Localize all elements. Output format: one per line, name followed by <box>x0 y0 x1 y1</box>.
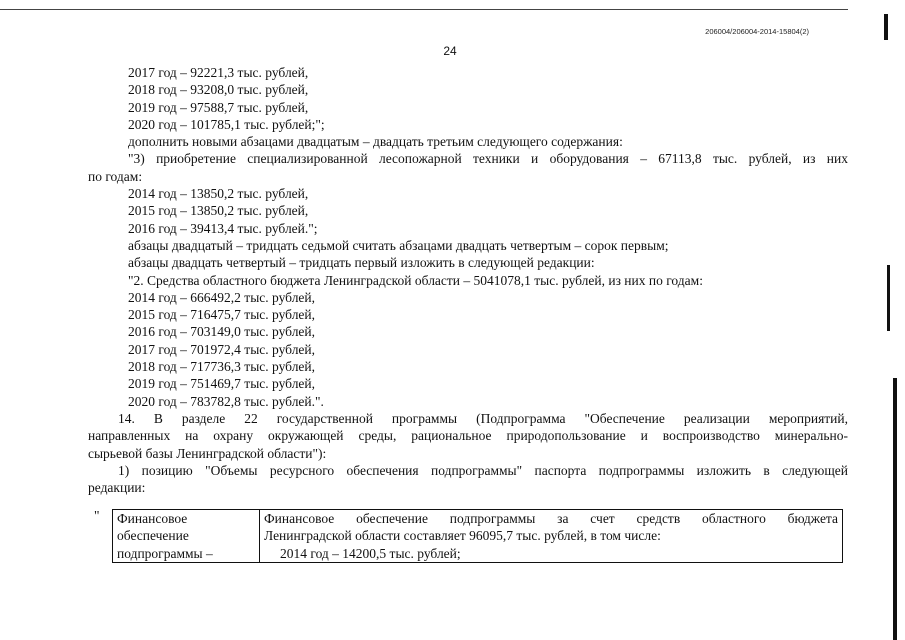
text-line: по годам: <box>88 168 143 184</box>
text-line: 2019 год – 97588,7 тыс. рублей, <box>128 99 309 115</box>
table-open-quote: " <box>94 508 100 523</box>
text-line: 2016 год – 39413,4 тыс. рублей."; <box>128 220 318 236</box>
text-line: 2015 год – 13850,2 тыс. рублей, <box>128 203 309 219</box>
value-line: Финансовое обеспечение подпрограммы за счет средств областного бюджета <box>264 511 838 526</box>
text-line: редакции: <box>88 480 146 496</box>
text-line: 1) позицию "Объемы ресурсного обеспечения подпрограммы" паспорта подпрограммы изложить в следующей <box>118 462 848 478</box>
resources-table <box>112 509 843 563</box>
text-line: 2014 год – 13850,2 тыс. рублей, <box>128 186 309 202</box>
edge-mark-middle <box>887 265 890 331</box>
document-code: 206004/206004-2014-15804(2) <box>705 27 809 36</box>
text-line: 2020 год – 783782,8 тыс. рублей.". <box>128 393 324 409</box>
text-line: 2016 год – 703149,0 тыс. рублей, <box>128 324 316 340</box>
table-cell-value <box>260 510 843 563</box>
text-line: сырьевой базы Ленинградской области"): <box>88 445 327 461</box>
text-line: "2. Средства областного бюджета Ленинградской области – 5041078,1 тыс. рублей, из них по годам: <box>128 272 703 288</box>
text-line: абзацы двадцатый – тридцать седьмой считать абзацами двадцать четвертым – сорок первым; <box>128 237 669 253</box>
text-line: дополнить новыми абзацами двадцатым – двадцать третьим следующего содержания: <box>128 134 623 150</box>
edge-mark-bottom <box>893 378 897 640</box>
document-body <box>88 64 848 496</box>
text-line: 2017 год – 701972,4 тыс. рублей, <box>128 341 316 357</box>
text-line: 14. В разделе 22 государственной программы (Подпрограмма "Обеспечение реализации мероприятий, <box>118 410 848 426</box>
edge-mark-top <box>884 14 888 40</box>
text-line: 2020 год – 101785,1 тыс. рублей;"; <box>128 116 325 132</box>
table-row <box>113 510 843 563</box>
text-line: 2018 год – 717736,3 тыс. рублей, <box>128 359 316 375</box>
label-line: подпрограммы – <box>117 545 213 561</box>
value-line: Ленинградской области составляет 96095,7 тыс. рублей, в том числе: <box>264 528 661 544</box>
text-line: 2019 год – 751469,7 тыс. рублей, <box>128 376 316 392</box>
text-line: 2017 год – 92221,3 тыс. рублей, <box>128 65 309 80</box>
page-number: 24 <box>443 44 457 58</box>
text-line: 2018 год – 93208,0 тыс. рублей, <box>128 82 309 98</box>
text-line: "3) приобретение специализированной лесопожарной техники и оборудования – 67113,8 тыс. рублей, из них <box>128 151 848 167</box>
text-line: направленных на охрану окружающей среды, рациональное природопользование и воспроизводство минерально- <box>88 428 848 444</box>
table-cell-label <box>113 510 260 563</box>
label-line: Финансовое <box>117 511 188 526</box>
text-line: абзацы двадцать четвертый – тридцать первый изложить в следующей редакции: <box>128 255 595 271</box>
text-line: 2014 год – 666492,2 тыс. рублей, <box>128 289 316 305</box>
text-line: 2015 год – 716475,7 тыс. рублей, <box>128 307 316 323</box>
top-rule <box>0 9 848 10</box>
label-line: обеспечение <box>117 528 189 544</box>
value-line: 2014 год – 14200,5 тыс. рублей; <box>280 545 461 561</box>
